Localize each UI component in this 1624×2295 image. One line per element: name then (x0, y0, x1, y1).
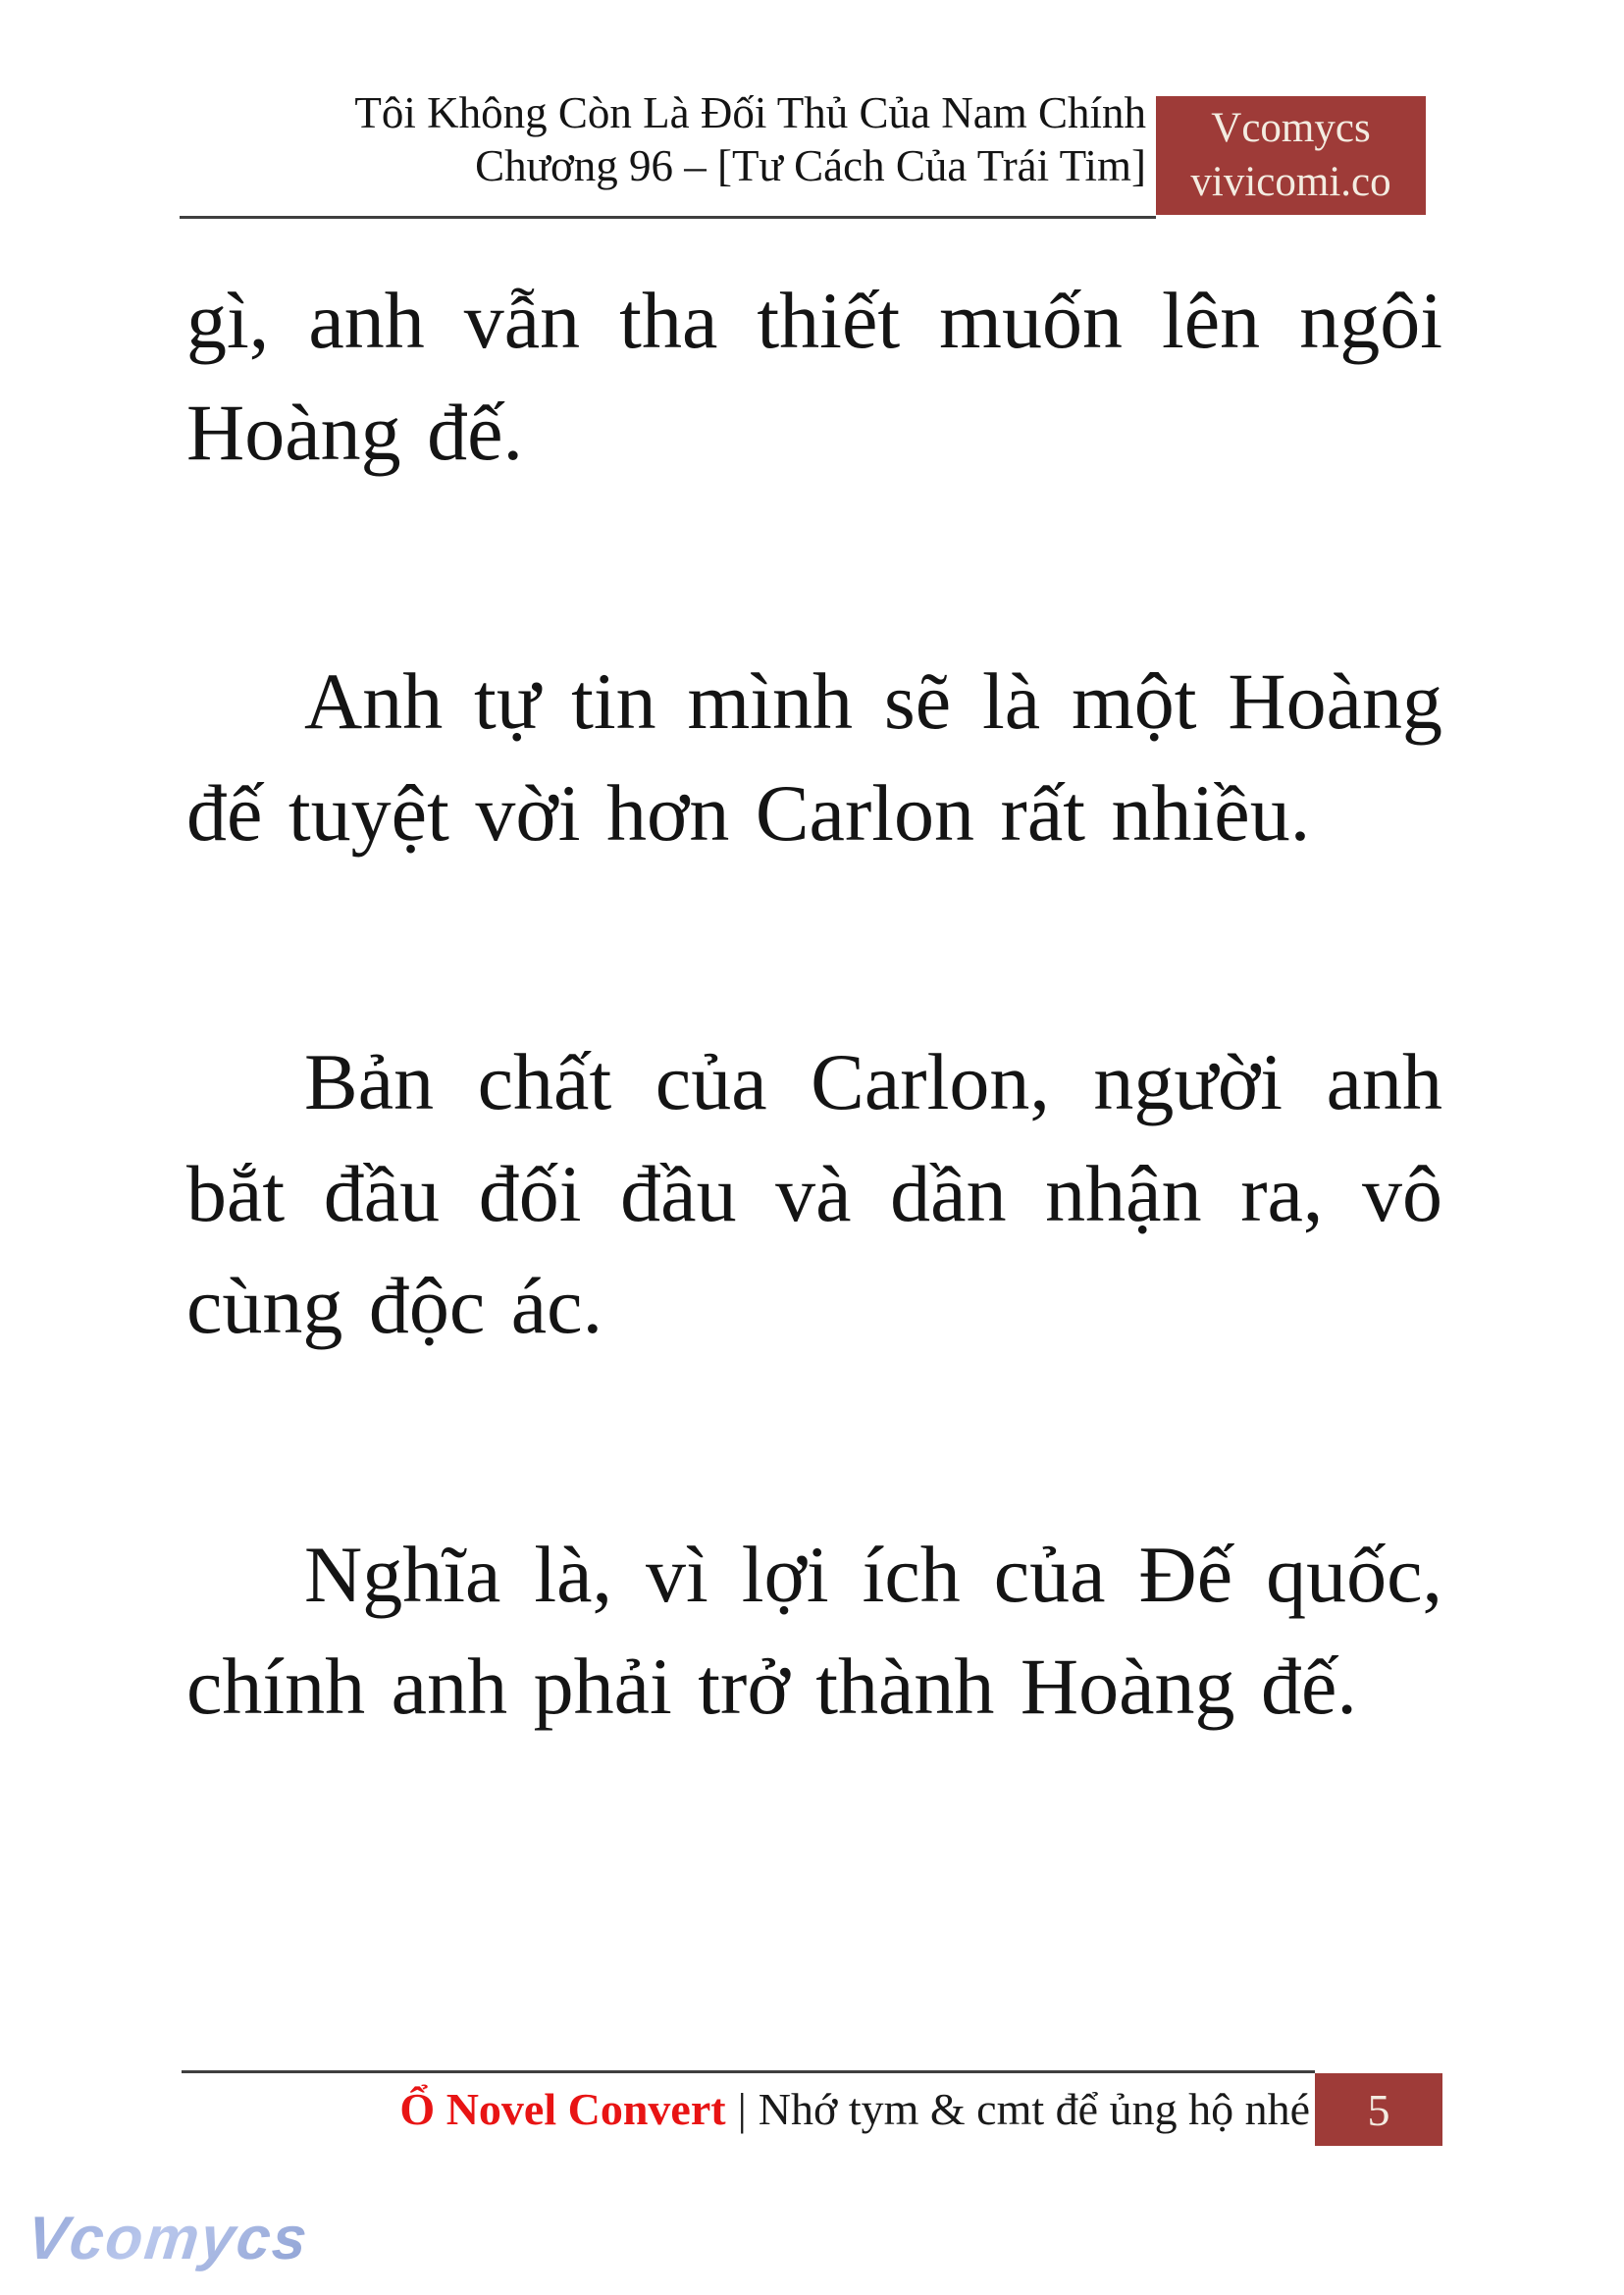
brand-site: vivicomi.co (1190, 159, 1391, 205)
footer-message: Nhớ tym & cmt để ủng hộ nhé (758, 2084, 1310, 2134)
paragraph: Nghĩa là, vì lợi ích của Đế quốc, chính anh phải trở thành Hoàng đế. (186, 1530, 1442, 1731)
header-divider (180, 216, 1156, 219)
brand-name: Vcomycs (1211, 105, 1371, 151)
page-number-badge (1315, 2073, 1442, 2146)
paragraph: Anh tự tin mình sẽ là một Hoàng đế tuyệt vời hơn Carlon rất nhiều. (186, 656, 1442, 858)
vcomycs-watermark-logo: Vcomycs (24, 2205, 312, 2272)
brand-box (1156, 96, 1426, 215)
page-number: 5 (1367, 2084, 1390, 2135)
footer-divider (182, 2070, 1315, 2073)
chapter-header (196, 86, 1146, 192)
chapter-title: Chương 96 – [Tư Cách Của Trái Tim] (475, 141, 1146, 190)
footer-brand: Ổ Novel Convert (399, 2084, 726, 2134)
footer-separator: | (737, 2084, 747, 2134)
novel-title: Tôi Không Còn Là Đối Thủ Của Nam Chính (354, 88, 1146, 137)
paragraph: gì, anh vẫn tha thiết muốn lên ngôi Hoàng đế. (186, 276, 1442, 477)
paragraph: Bản chất của Carlon, người anh bắt đầu đối đầu và dần nhận ra, vô cùng độc ác. (186, 1037, 1442, 1350)
footer-credit (399, 2081, 1310, 2138)
chapter-body (186, 265, 1442, 1900)
